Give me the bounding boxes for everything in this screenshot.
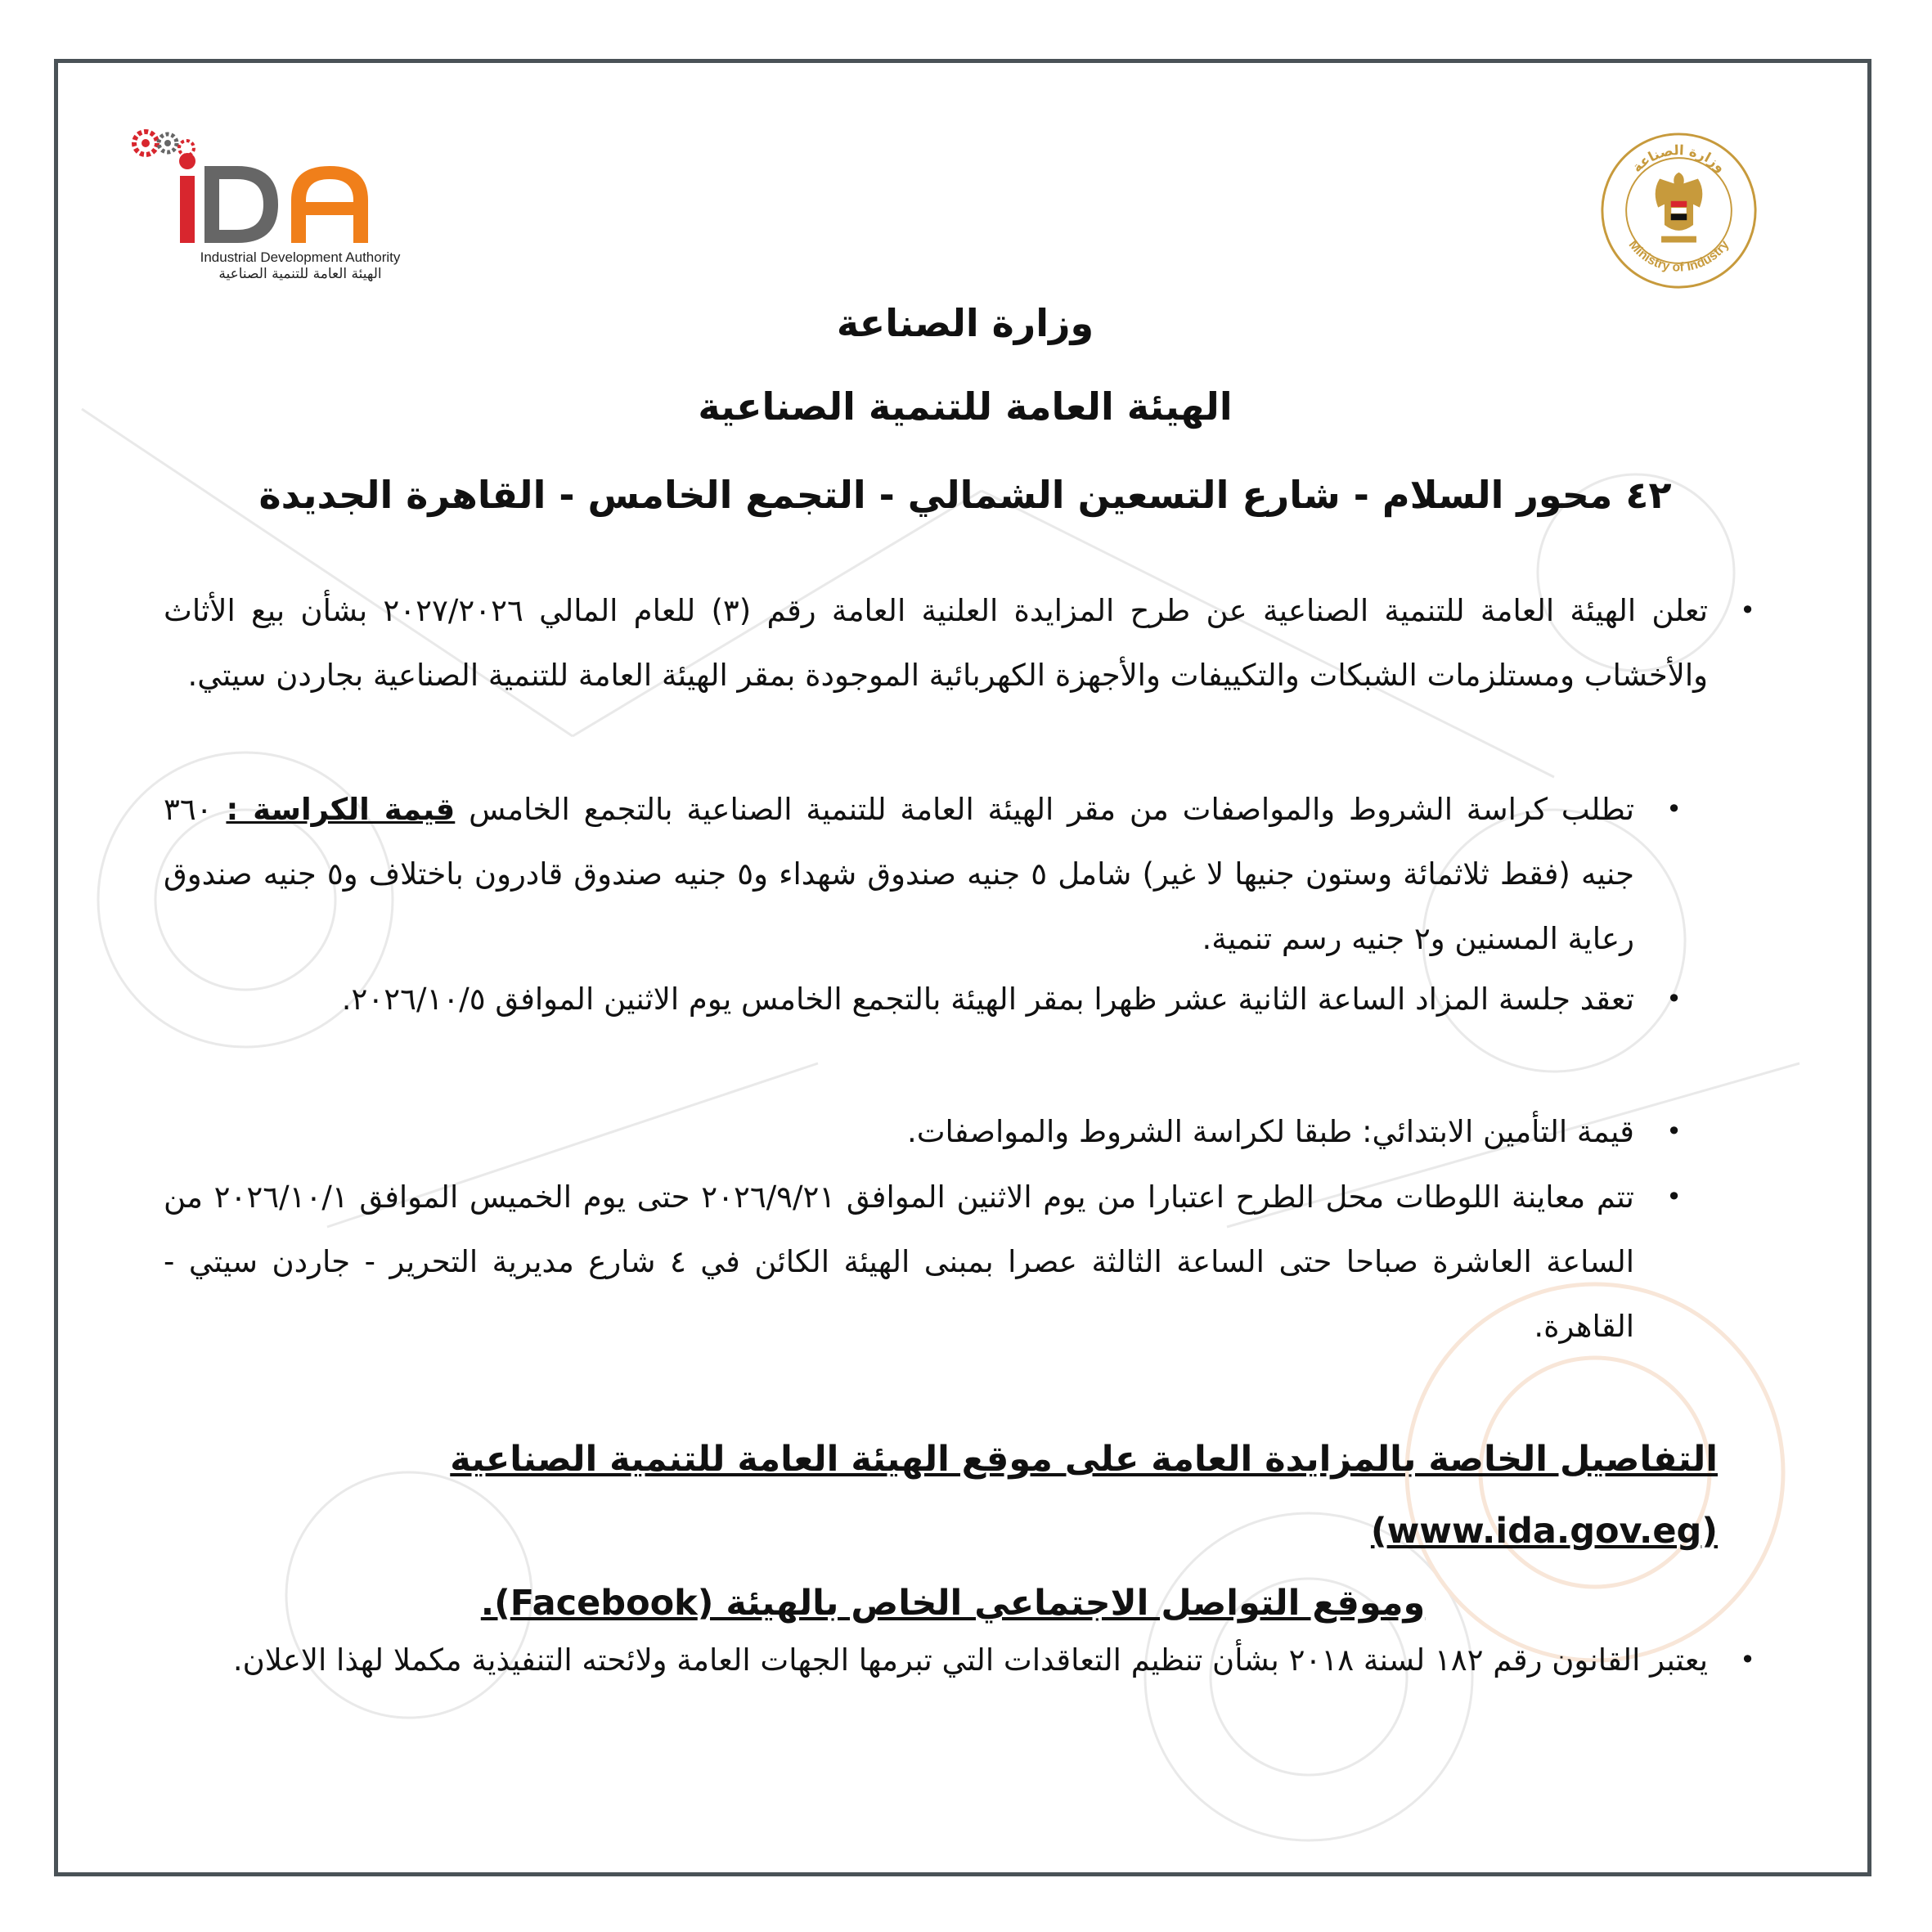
inspection-text: تتم معاينة اللوطات محل الطرح اعتبارا من يوم الاثنين الموافق ٢٠٢٦/٩/٢١ حتى يوم الخميس الموافق ٢٠٢٦/١٠/١ من الساعة العاشرة صباحا حتى الساعة الثالثة عصرا بمبنى الهيئة الكائن في ٤ شارع مديرية التحرير - جاردن سيتي - القاهرة. (164, 1179, 1634, 1344)
session-text: تعقد جلسة المزاد الساعة الثانية عشر ظهرا بمقر الهيئة بالتجمع الخامس يوم الاثنين الموافق ٢٠٢٦/١٠/٥. (341, 982, 1634, 1017)
bullet-icon: • (1740, 1644, 1755, 1675)
seal-arc-top: وزارة الصناعة (1629, 142, 1729, 176)
ministry-seal (1599, 131, 1759, 290)
bullet-icon: • (1666, 983, 1682, 1014)
bullet-icon: • (1666, 1116, 1682, 1147)
insurance-text: قيمة التأمين الابتدائي: طبقا لكراسة الشروط والمواصفات. (906, 1114, 1634, 1149)
announcement-paragraph (164, 578, 1755, 708)
law-paragraph (164, 1628, 1755, 1692)
booklet-text: تطلب كراسة الشروط والمواصفات من مقر الهيئة العامة للتنمية الصناعية بالتجمع الخامس (469, 792, 1634, 827)
bullet-icon: • (1666, 793, 1682, 824)
announcement-text: تعلن الهيئة العامة للتنمية الصناعية عن طرح المزايدة العلنية العامة رقم (٣) للعام المالي ٢٠٢٧/٢٠٢٦ بشأن بيع الأثاث والأخشاب ومستلزمات الشبكات والتكييفات والأجهزة الكهربائية الموجودة بمقر الهيئة العامة للتنمية الصناعية بجاردن سيتي. (164, 593, 1708, 693)
details-notice (188, 1423, 1718, 1639)
insurance-paragraph (164, 1099, 1682, 1164)
ida-subtitle-en: Industrial Development Authority (200, 249, 401, 265)
details-line-facebook: وموقع التواصل الاجتماعي الخاص بالهيئة (Facebook). (480, 1583, 1426, 1624)
gear-icon (159, 134, 177, 152)
bullet-icon: • (1666, 1181, 1682, 1212)
ministry-title: وزارة الصناعة (836, 301, 1094, 345)
booklet-price-label: قيمة الكراسة : (226, 792, 456, 827)
seal-arc-bottom: Ministry of Industry (1625, 237, 1732, 275)
authority-title: الهيئة العامة للتنمية الصناعية (698, 384, 1233, 429)
details-line-website: التفاصيل الخاصة بالمزايدة العامة على موقع الهيئة العامة للتنمية الصناعية (www.ida.gov.eg) (450, 1439, 1718, 1552)
address-line: ٤٢ محور السلام - شارع التسعين الشمالي - التجمع الخامس - القاهرة الجديدة (258, 473, 1672, 517)
law-text: يعتبر القانون رقم ١٨٢ لسنة ٢٠١٨ بشأن تنظيم التعاقدات التي تبرمها الجهات العامة ولائحته التنفيذية مكملا لهذا الاعلان. (232, 1642, 1708, 1678)
gear-icon (134, 132, 157, 155)
ida-subtitle-ar: الهيئة العامة للتنمية الصناعية (218, 266, 382, 282)
session-paragraph (164, 967, 1682, 1031)
inspection-paragraph (164, 1165, 1682, 1359)
bullet-icon: • (1740, 595, 1755, 626)
booklet-paragraph (164, 777, 1682, 971)
booklet-price-text: ٣٦٠ جنيه (فقط ثلاثمائة وستون جنيها لا غير) شامل ٥ جنيه صندوق شهداء و٥ جنيه صندوق قادرون باختلاف و٥ جنيه صندوق رعاية المسنين و٢ جنيه رسم تنمية. (164, 792, 1635, 956)
